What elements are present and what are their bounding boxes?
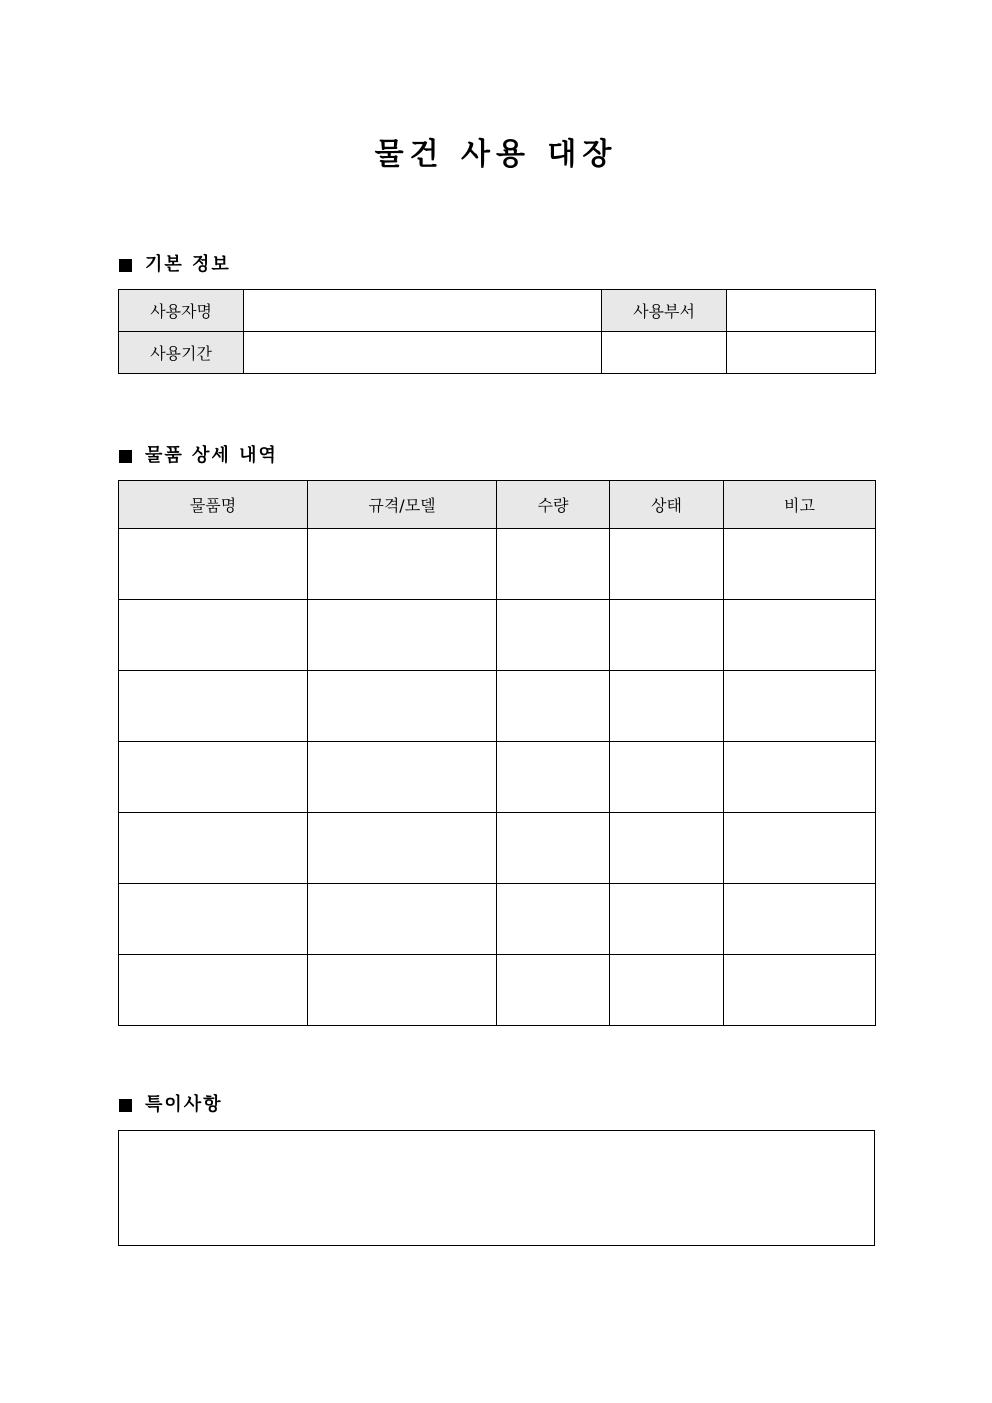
quantity-cell[interactable] (497, 884, 610, 955)
table-row (119, 671, 876, 742)
quantity-cell[interactable] (497, 671, 610, 742)
period-extra-cell-2[interactable] (727, 332, 876, 374)
quantity-cell[interactable] (497, 742, 610, 813)
spec-model-cell[interactable] (308, 813, 497, 884)
table-row (119, 813, 876, 884)
spec-model-cell[interactable] (308, 884, 497, 955)
items-table (118, 480, 876, 1026)
item-name-cell[interactable] (119, 884, 308, 955)
column-header-remarks: 비고 (724, 481, 876, 529)
items-heading-label: 물품 상세 내역 (145, 445, 278, 466)
quantity-cell[interactable] (497, 600, 610, 671)
items-heading (119, 444, 278, 468)
user-name-label: 사용자명 (119, 290, 244, 332)
spec-model-cell[interactable] (308, 671, 497, 742)
basic-info-heading (119, 253, 231, 277)
basic-info-table (118, 289, 876, 374)
quantity-cell[interactable] (497, 813, 610, 884)
item-name-cell[interactable] (119, 955, 308, 1026)
basic-info-heading-label: 기본 정보 (145, 254, 231, 275)
remarks-cell[interactable] (724, 529, 876, 600)
spec-model-cell[interactable] (308, 742, 497, 813)
items-header-row (119, 481, 876, 529)
notes-field[interactable] (118, 1130, 875, 1246)
table-row (119, 529, 876, 600)
status-cell[interactable] (610, 671, 724, 742)
notes-heading (119, 1093, 223, 1117)
department-field[interactable] (727, 290, 876, 332)
period-extra-cell[interactable] (602, 332, 727, 374)
quantity-cell[interactable] (497, 529, 610, 600)
square-bullet-icon (119, 259, 132, 272)
spec-model-cell[interactable] (308, 955, 497, 1026)
user-name-field[interactable] (244, 290, 602, 332)
item-name-cell[interactable] (119, 671, 308, 742)
status-cell[interactable] (610, 884, 724, 955)
column-header-quantity: 수량 (497, 481, 610, 529)
spec-model-cell[interactable] (308, 600, 497, 671)
item-name-cell[interactable] (119, 742, 308, 813)
column-header-status: 상태 (610, 481, 724, 529)
square-bullet-icon (119, 450, 132, 463)
column-header-spec-model: 규격/모델 (308, 481, 497, 529)
remarks-cell[interactable] (724, 600, 876, 671)
status-cell[interactable] (610, 813, 724, 884)
department-label: 사용부서 (602, 290, 727, 332)
period-field[interactable] (244, 332, 602, 374)
basic-info-row-2 (119, 332, 876, 374)
column-header-item-name: 물품명 (119, 481, 308, 529)
remarks-cell[interactable] (724, 884, 876, 955)
table-row (119, 600, 876, 671)
period-label: 사용기간 (119, 332, 244, 374)
status-cell[interactable] (610, 529, 724, 600)
status-cell[interactable] (610, 742, 724, 813)
spec-model-cell[interactable] (308, 529, 497, 600)
table-row (119, 955, 876, 1026)
basic-info-row-1 (119, 290, 876, 332)
item-name-cell[interactable] (119, 529, 308, 600)
status-cell[interactable] (610, 955, 724, 1026)
remarks-cell[interactable] (724, 813, 876, 884)
remarks-cell[interactable] (724, 671, 876, 742)
item-name-cell[interactable] (119, 813, 308, 884)
notes-heading-label: 특이사항 (145, 1094, 223, 1115)
square-bullet-icon (119, 1099, 132, 1112)
page-title: 물건 사용 대장 (374, 137, 618, 172)
item-name-cell[interactable] (119, 600, 308, 671)
remarks-cell[interactable] (724, 742, 876, 813)
quantity-cell[interactable] (497, 955, 610, 1026)
remarks-cell[interactable] (724, 955, 876, 1026)
table-row (119, 884, 876, 955)
table-row (119, 742, 876, 813)
status-cell[interactable] (610, 600, 724, 671)
